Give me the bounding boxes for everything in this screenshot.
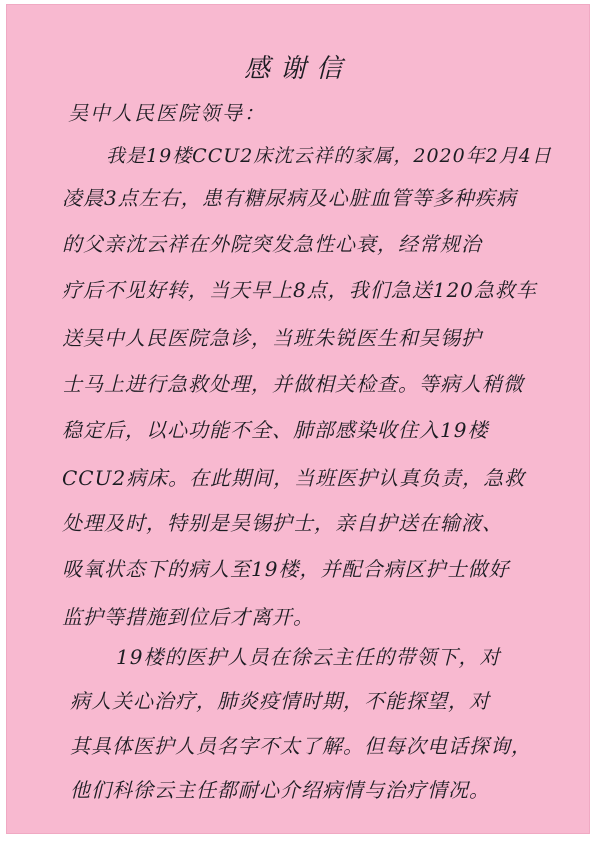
letter-line: 的父亲沈云祥在外院突发急性心衰，经常规治 — [62, 232, 482, 256]
letter-line: 其具体医护人员名字不太了解。但每次电话探询， — [70, 734, 532, 758]
letter-line: 稳定后，以心功能不全、肺部感染收住入19楼 — [62, 418, 489, 442]
letter-line: 吸氧状态下的病人至19楼，并配合病区护士做好 — [62, 557, 510, 581]
letter-line: 病人关心治疗，肺炎疫情时期，不能探望，对 — [70, 689, 490, 713]
letter-title: 感谢信 — [243, 54, 352, 84]
letter-line: 我是19楼CCU2床沈云祥的家属，2020年2月4日 — [106, 145, 552, 167]
letter-line: 监护等措施到位后才离开。 — [62, 605, 314, 629]
letter-line: 送吴中人民医院急诊，当班朱锐医生和吴锡护 — [62, 326, 482, 350]
letter-line: 疗后不见好转，当天早上8点，我们急送120急救车 — [62, 278, 537, 302]
letter-line: 凌晨3点左右，患有糖尿病及心脏血管等多种疾病 — [62, 186, 517, 210]
letter-salutation: 吴中人民医院领导： — [68, 101, 266, 125]
letter-line: 19楼的医护人员在徐云主任的带领下，对 — [116, 645, 501, 669]
letter-line: CCU2病床。在此期间，当班医护认真负责，急救 — [62, 466, 526, 490]
letter-line: 士马上进行急救处理，并做相关检查。等病人稍微 — [62, 372, 524, 396]
letter-line: 处理及时，特别是吴锡护士，亲自护送在输液、 — [62, 511, 503, 535]
letter-page — [6, 4, 590, 834]
letter-line: 他们科徐云主任都耐心介绍病情与治疗情况。 — [70, 778, 490, 802]
